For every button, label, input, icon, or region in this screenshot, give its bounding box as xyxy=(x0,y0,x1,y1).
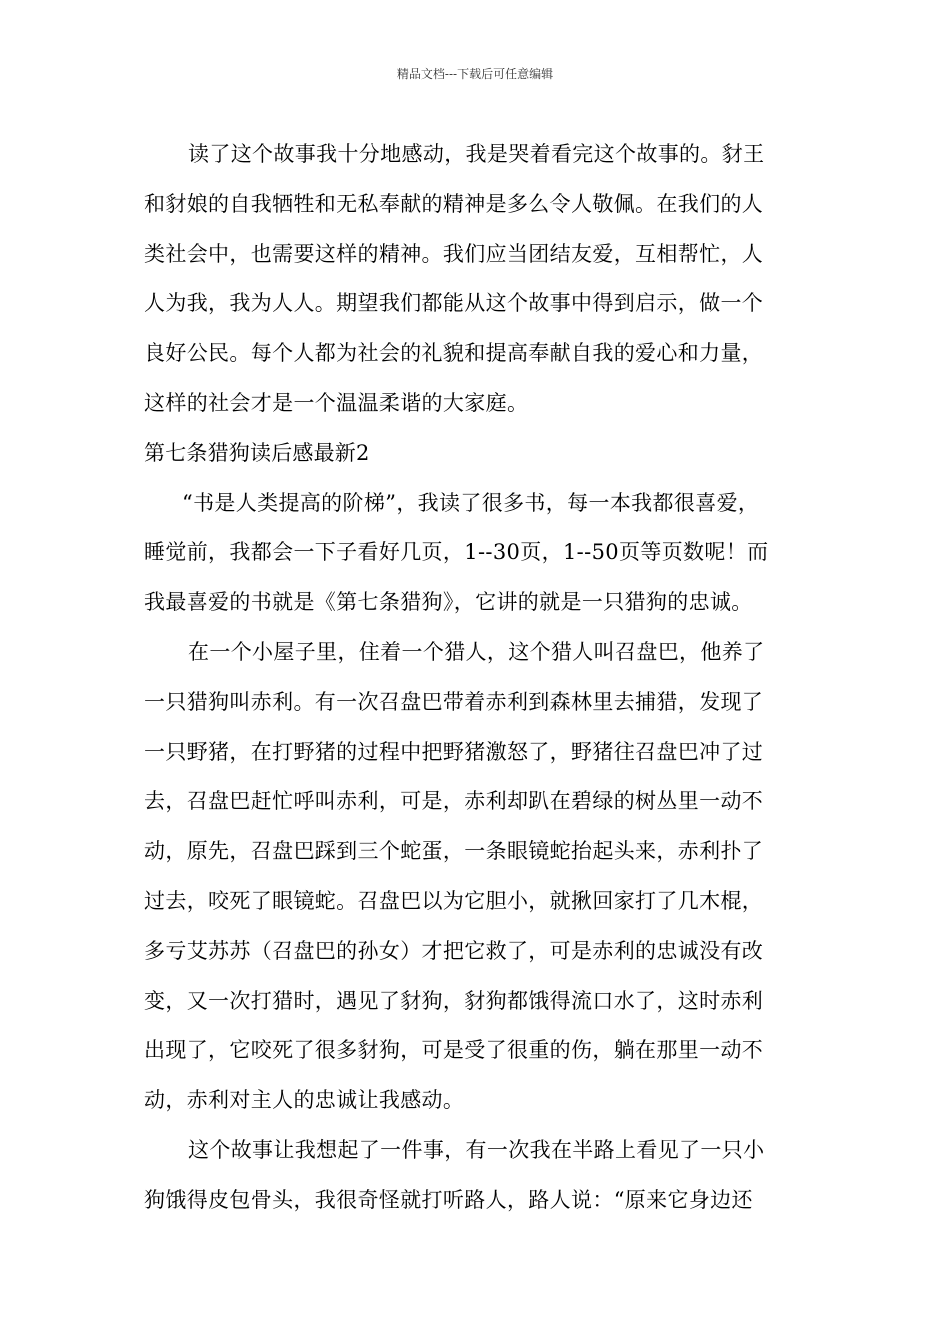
paragraph-line: 睡觉前，我都会一下子看好几页，1--30页，1--50页等页数呢！而 xyxy=(144,540,769,565)
paragraph-line: 我最喜爱的书就是《第七条猎狗》，它讲的就是一只猎狗的忠诚。 xyxy=(144,590,753,615)
paragraph-line: 类社会中，也需要这样的精神。我们应当团结友爱，互相帮忙，人 xyxy=(144,241,764,266)
paragraph-line: 一只野猪，在打野猪的过程中把野猪激怒了，野猪往召盘巴冲了过 xyxy=(144,739,764,764)
paragraph-line: 良好公民。每个人都为社会的礼貌和提高奉献自我的爱心和力量， xyxy=(144,341,764,366)
paragraph-line: “书是人类提高的阶梯”，我读了很多书，每一本我都很喜爱， xyxy=(182,490,760,515)
paragraph-line: 和豺娘的自我牺牲和无私奉献的精神是多么令人敬佩。在我们的人 xyxy=(144,191,764,216)
paragraph-line: 这样的社会才是一个温温柔谐的大家庭。 xyxy=(144,390,529,415)
paragraph-line: 人为我，我为人人。期望我们都能从这个故事中得到启示，做一个 xyxy=(144,291,764,316)
paragraph-line: 变，又一次打猎时，遇见了豺狗，豺狗都饿得流口水了，这时赤利 xyxy=(144,988,764,1013)
paragraph-line: 在一个小屋子里，住着一个猎人，这个猎人叫召盘巴，他养了 xyxy=(188,639,765,664)
page-header: 精品文档---下载后可任意编辑 xyxy=(396,67,554,81)
paragraph-line: 动，原先，召盘巴踩到三个蛇蛋，一条眼镜蛇抬起头来，赤利扑了 xyxy=(144,839,764,864)
document-body xyxy=(144,130,834,1226)
paragraph-line: 去，召盘巴赶忙呼叫赤利，可是，赤利却趴在碧绿的树丛里一动不 xyxy=(144,789,764,814)
paragraph-line: 动，赤利对主人的忠诚让我感动。 xyxy=(144,1088,465,1113)
section-heading: 第七条猎狗读后感最新2 xyxy=(144,440,370,465)
paragraph-line: 一只猎狗叫赤利。有一次召盘巴带着赤利到森林里去捕猎，发现了 xyxy=(144,689,764,714)
paragraph-line: 狗饿得皮包骨头，我很奇怪就打听路人，路人说：“原来它身边还 xyxy=(144,1187,753,1212)
paragraph-line: 多亏艾苏苏（召盘巴的孙女）才把它救了，可是赤利的忠诚没有改 xyxy=(144,938,764,963)
paragraph-line: 过去，咬死了眼镜蛇。召盘巴以为它胆小，就揪回家打了几木棍， xyxy=(144,888,764,913)
paragraph-line: 这个故事让我想起了一件事，有一次我在半路上看见了一只小 xyxy=(188,1137,765,1162)
paragraph-line: 读了这个故事我十分地感动，我是哭着看完这个故事的。豺王 xyxy=(188,142,765,166)
paragraph-line: 出现了，它咬死了很多豺狗，可是受了很重的伤，躺在那里一动不 xyxy=(144,1038,764,1063)
